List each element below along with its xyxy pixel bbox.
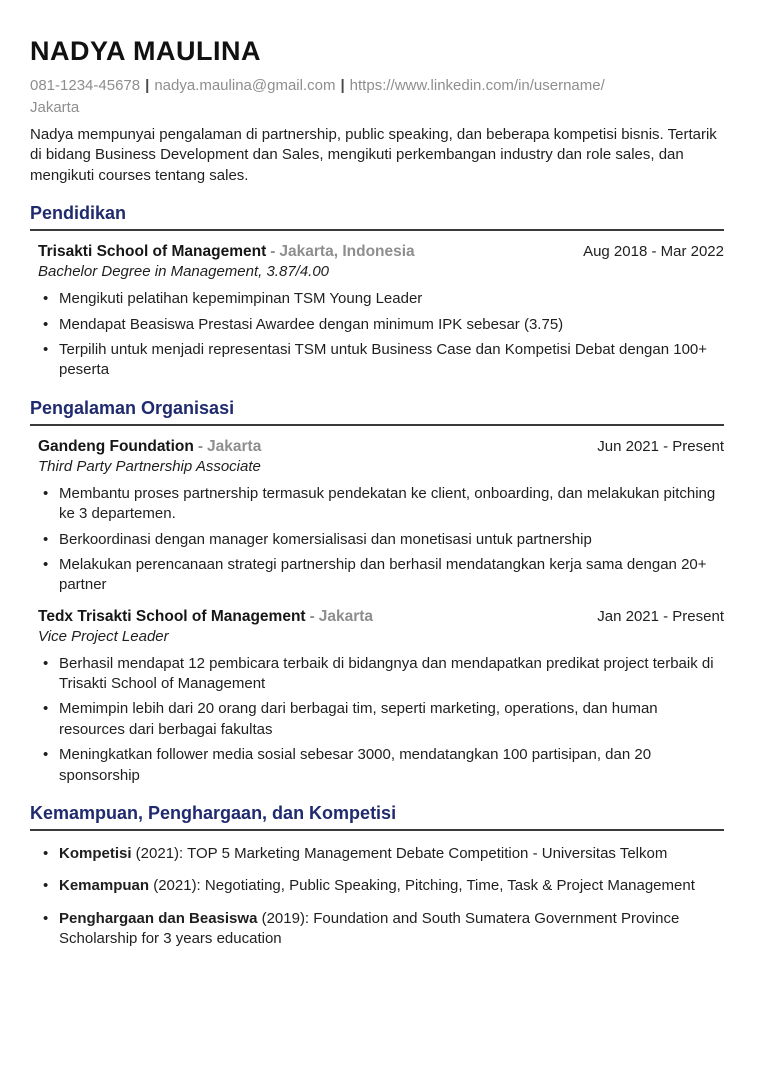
sections — [30, 203, 724, 949]
org-line — [38, 608, 373, 626]
entry-header-row — [38, 243, 724, 261]
contact-separator: | — [145, 77, 150, 94]
experience-entry — [38, 608, 724, 786]
summary-paragraph: Nadya mempunyai pengalaman di partnership, public speaking, dan beberapa kompetisi bisnis. Tertarik di bidang Business Development dan Sales, mengikuti perkembangan industry dan role sales, dan mengikuti courses tentang sales. — [30, 126, 717, 184]
section-entries — [38, 438, 724, 786]
section-heading: Pendidikan — [30, 203, 724, 231]
organization-name: Gandeng Foundation — [38, 437, 194, 455]
contact-separator: | — [340, 77, 345, 94]
bullet-item: • Mendapat Beasiswa Prestasi Awardee dengan minimum IPK sebesar (3.75) — [38, 315, 724, 335]
resume-section — [30, 803, 724, 950]
entry-bullet-list — [38, 289, 724, 381]
person-name: NADYA MAULINA — [30, 36, 262, 66]
experience-entry — [38, 438, 724, 596]
resume-section — [30, 203, 724, 381]
entry-date-range: Jun 2021 - Present — [597, 437, 724, 455]
organization-location: Jakarta — [318, 607, 374, 625]
skill-bullet-item — [38, 844, 724, 864]
skill-detail-text: (2021): Negotiating, Public Speaking, Pitching, Time, Task & Project Management — [149, 877, 695, 895]
bullet-item: • Berkoordinasi dengan manager komersialisasi dan monetisasi untuk partnership — [38, 530, 724, 550]
section-heading: Pengalaman Organisasi — [30, 398, 724, 426]
linkedin-link[interactable]: https://www.linkedin.com/in/username/ — [349, 77, 605, 94]
entry-header-row — [38, 608, 724, 626]
bullet-item: • Mengikuti pelatihan kepemimpinan TSM Young Leader — [38, 289, 724, 309]
bullet-item: • Memimpin lebih dari 20 orang dari berbagai tim, seperti marketing, operations, dan human resources dari berbagai fakultas — [38, 699, 724, 740]
skill-bullet-item — [38, 876, 724, 896]
entry-bullet-list — [38, 484, 724, 596]
entry-role: Vice Project Leader — [38, 627, 169, 645]
organization-location: Jakarta, Indonesia — [279, 243, 415, 261]
org-line — [38, 243, 415, 261]
phone-number: 081-1234-45678 — [30, 77, 141, 94]
resume-section — [30, 398, 724, 786]
experience-entry — [38, 243, 724, 381]
org-location-separator: - — [197, 437, 204, 455]
skill-detail-text: (2019): Foundation and South Sumatera Government Province Scholarship for 3 years education — [59, 909, 680, 948]
skill-category-label: Kompetisi — [59, 845, 132, 863]
org-location-separator: - — [309, 607, 315, 625]
bullet-item: • Berhasil mendapat 12 pembicara terbaik di bidangnya dan mendapatkan predikat project terbaik di Trisakti School of Management — [38, 654, 724, 695]
entry-date-range: Jan 2021 - Present — [597, 607, 724, 625]
entry-role: Third Party Partnership Associate — [38, 457, 261, 475]
entry-date-range: Aug 2018 - Mar 2022 — [583, 243, 724, 261]
skills-bullet-list — [38, 844, 724, 950]
organization-name: Tedx Trisakti School of Management — [38, 607, 306, 625]
bullet-item: • Meningkatkan follower media sosial sebesar 3000, mendatangkan 100 partisipan, dan 20 sponsorship — [38, 745, 724, 786]
skill-category-label: Kemampuan — [59, 877, 150, 895]
location-text: Jakarta — [30, 99, 80, 116]
org-line — [38, 438, 261, 456]
entry-header-row — [38, 438, 724, 456]
skill-detail-text: (2021): TOP 5 Marketing Management Debate Competition - Universitas Telkom — [131, 845, 668, 863]
section-heading: Kemampuan, Penghargaan, dan Kompetisi — [30, 803, 724, 831]
organization-name: Trisakti School of Management — [38, 243, 267, 261]
entry-role: Bachelor Degree in Management, 3.87/4.00 — [38, 263, 330, 281]
bullet-item: • Membantu proses partnership termasuk pendekatan ke client, onboarding, dan melakukan pitching ke 3 departemen. — [38, 484, 724, 525]
section-entries — [38, 243, 724, 381]
contact-line — [30, 77, 724, 94]
bullet-item: • Melakukan perencanaan strategi partnership dan berhasil mendatangkan kerja sama dengan 20+ partner — [38, 555, 724, 596]
email-link[interactable]: nadya.maulina@gmail.com — [154, 77, 336, 94]
entry-bullet-list — [38, 654, 724, 786]
organization-location: Jakarta — [207, 437, 262, 455]
skill-bullet-item — [38, 909, 724, 950]
org-location-separator: - — [270, 243, 276, 261]
bullet-item: • Terpilih untuk menjadi representasi TSM untuk Business Case dan Kompetisi Debat dengan 100+ peserta — [38, 340, 724, 381]
skill-category-label: Penghargaan dan Beasiswa — [59, 909, 258, 927]
